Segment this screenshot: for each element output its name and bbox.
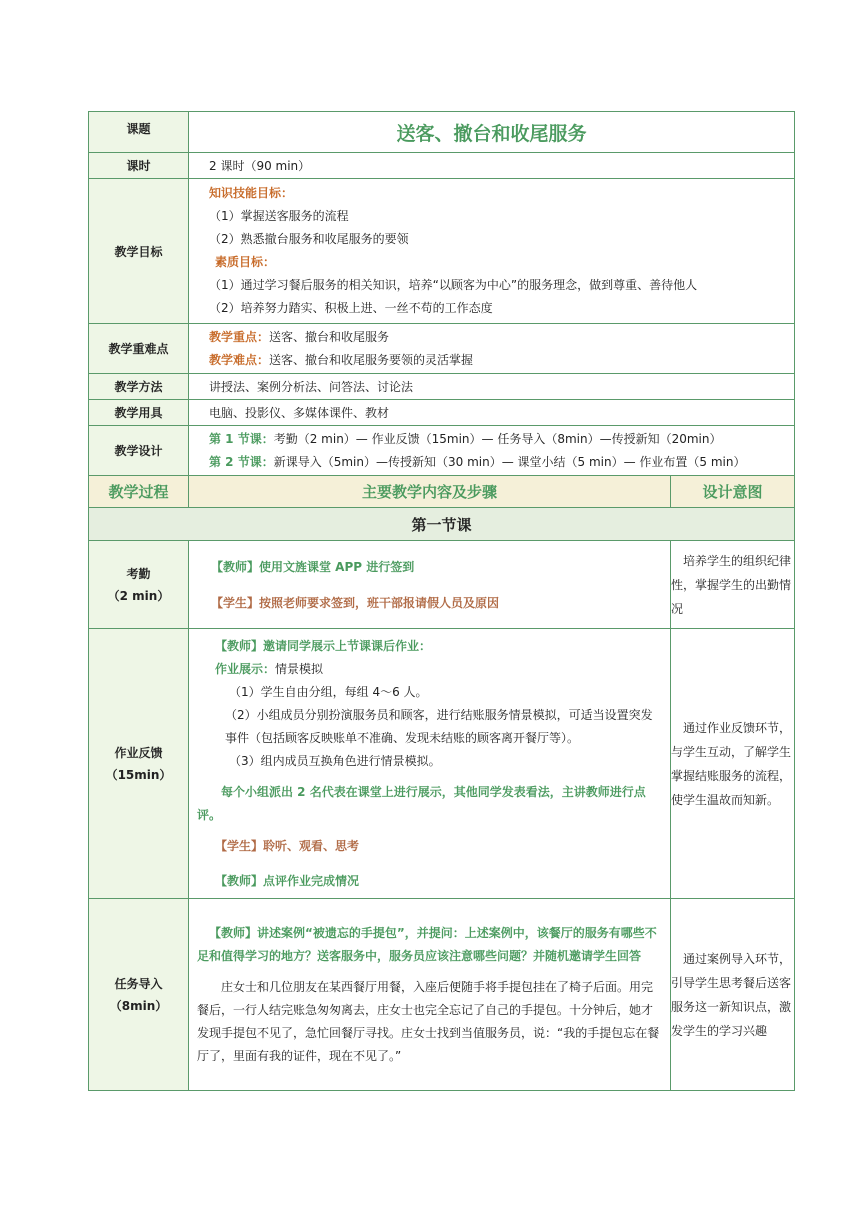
attendance-row — [89, 541, 795, 629]
task-intro-time: （8min） — [109, 998, 168, 1013]
homework-step: （3）组内成员互换角色进行情景模拟。 — [229, 753, 441, 768]
task-intro-content — [189, 899, 671, 1091]
knowledge-item: （2）熟悉撤台服务和收尾服务的要领 — [209, 232, 409, 246]
key-points-label: 教学重难点 — [89, 324, 189, 374]
key-points-content — [189, 324, 795, 374]
title-label: 课题 — [89, 112, 189, 153]
hours-label: 课时 — [89, 153, 189, 179]
attendance-name: 考勤 — [126, 566, 151, 581]
task-intro-teacher: 【教师】讲述案例“被遗忘的手提包”，并提问：上述案例中，该餐厅的服务有哪些不足和值得学习的地方？送客服务中，服务员应该注意哪些问题？并随机邀请学生回答 — [197, 925, 657, 963]
homework-name: 作业反馈 — [114, 745, 163, 760]
attendance-intent: 培养学生的组织纪律性，掌握学生的出勤情况 — [671, 541, 795, 629]
focus-label: 教学重点： — [209, 329, 270, 344]
knowledge-item: （1）掌握送客服务的流程 — [209, 209, 349, 223]
lesson2-value: 新课导入（5min）—传授新知（30 min）— 课堂小结（5 min）— 作业布置（5 min） — [273, 454, 746, 469]
header-process: 教学过程 — [89, 476, 189, 508]
group-note: 每个小组派出 2 名代表在课堂上进行展示，其他同学发表看法，主讲教师进行点评。 — [197, 784, 646, 822]
task-intro-intent: 通过案例导入环节，引导学生思考餐后送客服务这一新知识点，激发学生的学习兴趣 — [671, 899, 795, 1091]
case-story: 庄女士和几位朋友在某西餐厅用餐，入座后便随手将手提包挂在了椅子后面。用完餐后，一行人结完账急匆匆离去，庄女士也完全忘记了自己的手提包。十分钟后，她才发现手提包不见了，急忙回餐厅寻找。庄女士找到当值服务员，说：“我的手提包忘在餐厅了，里面有我的证件，现在不见了。” — [197, 979, 660, 1063]
section-row — [89, 508, 795, 541]
attendance-time: （2 min） — [107, 588, 170, 603]
design-content — [189, 426, 795, 476]
quality-item: （2）培养努力踏实、积极上进、一丝不苟的工作态度 — [209, 301, 493, 315]
lesson-title: 送客、撤台和收尾服务 — [189, 112, 795, 153]
homework-intent: 通过作业反馈环节，与学生互动，了解学生掌握结账服务的流程，使学生温故而知新。 — [671, 629, 795, 899]
objectives-content — [189, 179, 795, 324]
tools-value: 电脑、投影仪、多媒体课件、教材 — [189, 400, 795, 426]
difficulty-label: 教学难点： — [209, 352, 270, 367]
homework-time: （15min） — [105, 767, 172, 782]
homework-teacher-review: 【教师】点评作业完成情况 — [215, 873, 360, 888]
design-row — [89, 426, 795, 476]
tools-row — [89, 400, 795, 426]
hours-row — [89, 153, 795, 179]
task-intro-name: 任务导入 — [114, 976, 163, 991]
design-label: 教学设计 — [89, 426, 189, 476]
task-intro-stage — [89, 899, 189, 1091]
lesson-plan-table — [88, 111, 795, 1091]
homework-stage — [89, 629, 189, 899]
methods-value: 讲授法、案例分析法、问答法、讨论法 — [189, 374, 795, 400]
homework-row — [89, 629, 795, 899]
difficulty-value: 送客、撤台和收尾服务要领的灵活掌握 — [269, 352, 474, 367]
methods-row — [89, 374, 795, 400]
attendance-stage — [89, 541, 189, 629]
task-intro-row — [89, 899, 795, 1091]
hours-value: 2 课时（90 min） — [189, 153, 795, 179]
header-intent: 设计意图 — [671, 476, 795, 508]
key-points-row — [89, 324, 795, 374]
tools-label: 教学用具 — [89, 400, 189, 426]
attendance-content — [189, 541, 671, 629]
title-row — [89, 112, 795, 153]
homework-step: （1）学生自由分组，每组 4～6 人。 — [229, 684, 428, 699]
lesson2-label: 第 2 节课： — [209, 454, 274, 469]
objectives-row — [89, 179, 795, 324]
lesson1-value: 考勤（2 min）— 作业反馈（15min）— 任务导入（8min）—传授新知（20min） — [273, 431, 722, 446]
homework-step: （2）小组成员分别扮演服务员和顾客，进行结账服务情景模拟，可适当设置突发事件（包括顾客反映账单不准确、发现未结账的顾客离开餐厅等）。 — [225, 707, 653, 745]
homework-content — [189, 629, 671, 899]
homework-student: 【学生】聆听、观看、思考 — [215, 838, 360, 853]
attendance-student: 【学生】按照老师要求签到，班干部报请假人员及原因 — [211, 595, 500, 610]
attendance-teacher: 【教师】使用文旌课堂 APP 进行签到 — [211, 559, 415, 574]
header-content: 主要教学内容及步骤 — [189, 476, 671, 508]
methods-label: 教学方法 — [89, 374, 189, 400]
knowledge-heading: 知识技能目标： — [209, 186, 294, 200]
lesson1-label: 第 1 节课： — [209, 431, 274, 446]
section-title: 第一节课 — [89, 508, 795, 541]
display-value: 情景模拟 — [275, 661, 324, 676]
lesson-plan-page — [88, 111, 794, 1091]
objectives-label: 教学目标 — [89, 179, 189, 324]
display-label: 作业展示： — [215, 661, 276, 676]
process-header-row — [89, 476, 795, 508]
focus-value: 送客、撤台和收尾服务 — [269, 329, 390, 344]
quality-item: （1）通过学习餐后服务的相关知识，培养“以顾客为中心”的服务理念，做到尊重、善待他人 — [209, 278, 698, 292]
quality-heading: 素质目标： — [215, 255, 276, 269]
homework-teacher: 【教师】邀请同学展示上节课课后作业： — [215, 638, 432, 653]
